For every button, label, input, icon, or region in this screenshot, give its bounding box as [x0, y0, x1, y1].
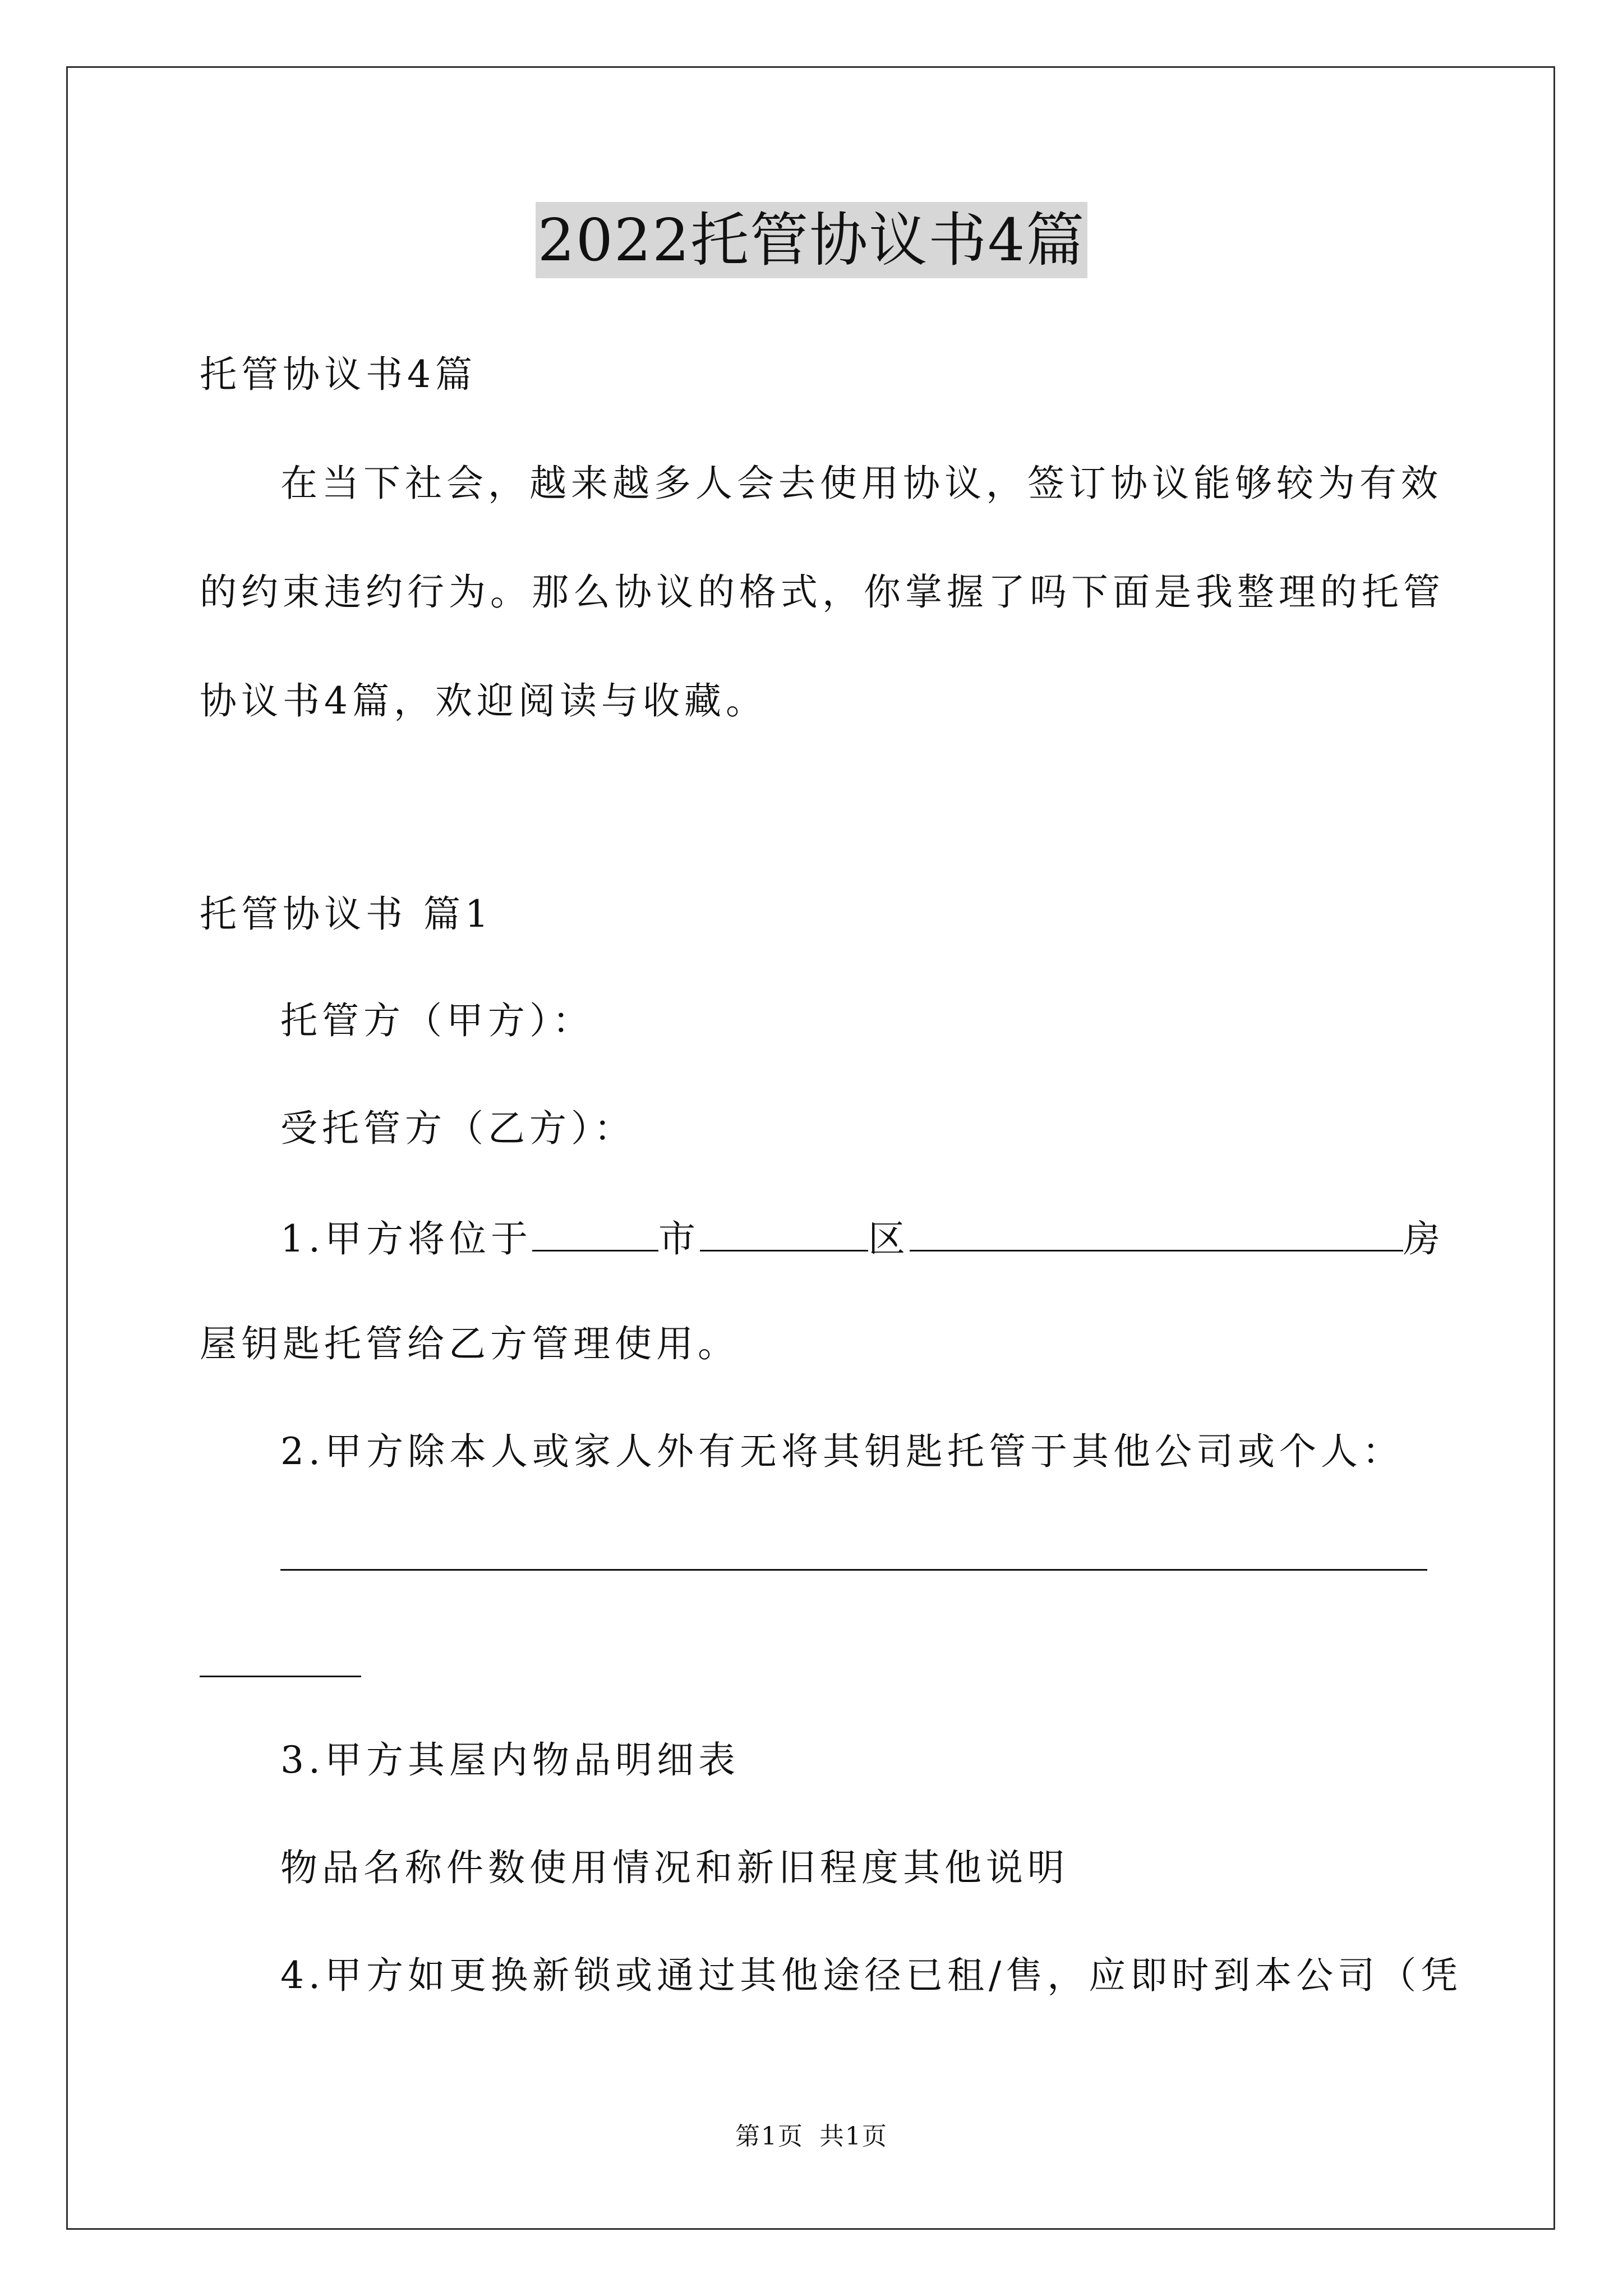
page-number: 第1页: [735, 2122, 804, 2151]
item-1-district: 区: [868, 1217, 910, 1260]
answer-rule-2[interactable]: [200, 1676, 361, 1677]
item-1-prefix: 1.甲方将位于: [280, 1217, 532, 1260]
intro-line-1: 在当下社会，越来越多人会去使用协议，签订协议能够较为有效: [280, 462, 1442, 505]
party-a-label: 托管方（甲方）：: [280, 999, 594, 1042]
party-b-label: 受托管方（乙方）：: [280, 1107, 635, 1150]
intro-line-2: 的约束违约行为。那么协议的格式，你掌握了吗下面是我整理的托管: [200, 570, 1445, 614]
table-header-line: 物品名称件数使用情况和新旧程度其他说明: [280, 1846, 1069, 1889]
item-1-suffix: 房: [1403, 1217, 1445, 1260]
item-2-line: 2.甲方除本人或家人外有无将其钥匙托管于其他公司或个人：: [280, 1430, 1404, 1473]
answer-rule-1[interactable]: [280, 1569, 1427, 1571]
document-title: 2022托管协议书4篇: [536, 202, 1088, 278]
item-4-line: 4.甲方如更换新锁或通过其他途径已租/售，应即时到本公司（凭: [280, 1954, 1463, 1997]
item-1-line-2: 屋钥匙托管给乙方管理使用。: [200, 1322, 739, 1365]
address-blank[interactable]: [910, 1214, 1403, 1251]
title-block: [0, 202, 1623, 278]
document-subtitle: 托管协议书4篇: [200, 353, 477, 396]
item-1-line-1: [280, 1214, 1445, 1262]
page-footer: [0, 2116, 1623, 2152]
city-blank[interactable]: [532, 1214, 658, 1251]
item-1-city: 市: [658, 1217, 700, 1260]
section-heading: 托管协议书 篇1: [200, 892, 493, 936]
page-total: 共1页: [819, 2122, 888, 2151]
district-blank[interactable]: [700, 1214, 868, 1251]
item-3-line: 3.甲方其屋内物品明细表: [280, 1738, 740, 1782]
intro-line-3: 协议书4篇，欢迎阅读与收藏。: [200, 679, 767, 723]
